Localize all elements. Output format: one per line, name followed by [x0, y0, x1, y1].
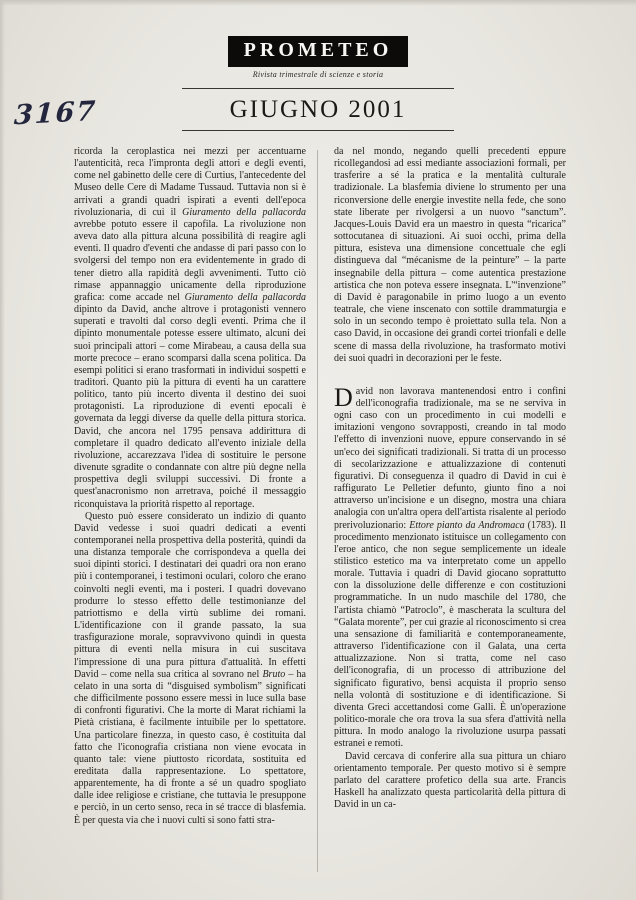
masthead-title: PROMETEO — [228, 36, 409, 67]
issue-title: GIUGNO 2001 — [229, 96, 407, 123]
body-text: avrebbe potuto essere il capofila. La rivoluzione non aveva dato alla pittura alcuna possibilità di reagire agli eventi. Il quadro d'eventi che andasse di pari passo con lo svolgersi del tempo non era evidentemente in grado di tener dietro alla rapidità degli avvenimenti. Tutto ciò rimase appannaggio unicamente della riproduzione grafica: come accade nel — [74, 218, 306, 303]
body-text: ricorda la ceroplastica nei mezzi per accentuarne l'autenticità, reca l'impronta degli attori e degli eventi, come nel gabinetto delle cere di Curtius, l'antecedente del Museo delle Cere di Madame Tussaud. Tuttavia non si è arrivati a grandi quadri ispirati a eventi dell'epoca rivoluzionaria, di cui il — [74, 146, 306, 218]
body-text: Questo può essere considerato un indizio di quanto David vedesse i suoi quadri dedicati a eventi contemporanei nella prospettiva della posterità, quindi da una distanza temporale che corrispondeva a quella dei suoi dipinti storici. I destinatari dei quadri ora non erano più i contemporanei, i testimoni oculari, coloro che erano coinvolti negli eventi, ma i posteri. I quadri dovevano produrre lo stesso effetto delle testimonianze del patriottismo e della virtù sublime dei romani. L'identificazione con il grande passato, la sua trasfigurazione morale, sopravvivono quindi in questa pittura di eventi nella misura in cui suscitava l'impressione di una pura pittura d'attualità. In effetti David – come nella sua critica al sovrano nel — [74, 510, 306, 680]
body-text: avid non lavorava mantenendosi entro i confini dell'iconografia tradizionale, ma se ne serviva in ogni caso con un procedimento in cui modelli e imitazioni vengono sovrapposti, creando in tal modo l'effetto di invenzioni nuove, eppure conservando in sé un'eco dei significati tradizionali. Si tratta di un processo di secolarizzazione e attualizzazione di contenuti figurativi. Di conseguenza il quadro di David in cui è raffigurato Le Pelletier defunto, giunto fino a noi attraverso un'incisione e un disegno, mostra una chiara analogia con un'altra opera dell'artista risalente al periodo prerivoluzionario: — [334, 385, 566, 531]
body-text: da nel mondo, negando quelli precedenti eppure ricollegandosi ad essi mediante associazioni formali, per trasferire a sé la pratica e la mentalità culturale tradizionale. La blasfemia diviene lo strumento per una riconversione delle energie investite nella fede, che sono state liberate per rivolgersi a un nuovo “sanctum”. Jacques-Louis David era un maestro in questa “ricarica” sottocutanea di situazioni. Ai suoi occhi, prima della pittura, esisteva una dimensione concettuale che egli distingueva dal “mécanisme de la peinture” – la parte insegnabile della pittura – come autentica prestazione artistica che non poteva essere insegnata. L'“invenzione” di David è paragonabile in primo luogo a un evento teatrale, che viene inscenato con sottile drammaturgia e solo in un secondo tempo è proiettato sulla tela. Non a caso David, in occasione dei grandi cortei trionfali e delle scene di massa della rivoluzione, ha trasformato motivi dei suoi quadri in decorazioni per le feste. — [334, 146, 566, 364]
handwritten-number: 3167 — [13, 95, 98, 132]
body-text: (1783). Il procedimento menzionato istituisce un collegamento con l'eroe antico, che non segue semplicemente un ideale stilistico estetico ma va interpretato come un appello morale. Tuttavia i quadri di David giocano soprattutto con la dissoluzione delle differenze e con costituzioni programmatiche. In un nudo maschile del 1780, che l'artista chiamò “Patroclo”, è mascherata la scultura del “Galata morente”, per cui grazie al riconoscimento si crea una sensazione di familiarità e contemporaneamente, attraverso l'identificazione con il Galata, una certa attualizzazione. Non si tratta, come nel caso dell'iconografia, di un processo di attribuzione del significato figurativo, bensì acquista il proprio senso nella volontà di sostituzione e di identificazione. Si diventa Greci accettandosi come Galli. È un'operazione politico-morale che ora trova la sua sfera d'attività nella pittura. In modo analogo la rivoluzione usurpa passati estranei e remoti. — [334, 519, 566, 750]
header-rule-top — [182, 88, 454, 89]
body-text: David cercava di conferire alla sua pittura un chiaro orientamento temporale. Per questo motivo si è sempre parlato del carattere profetico della sua arte. Francis Haskell ha analizzato questa particolarità della pittura di David in un ca- — [334, 750, 566, 811]
body-text: dipinto da David, anche altrove i protagonisti vennero superati e travolti dal corso degli eventi. Prima che il dipinto monumentale potesse essere ultimato, alcuni dei suoi principali attori – come Mirabeau, a causa della sua morte precoce – erano scomparsi dalla scena politica. Da esempi politici si erano trasformati in individui sospetti e traditori. Quanto più la pittura di eventi ha un carattere politico, tanto più incerto diventa il destino dei suoi protagonisti. La riproduzione di eventi epocali è governata da leggi diverse da quelle della pittura storica. David, che ancora nel 1795 pensava addirittura di completare il quadro dedicato all'evento iniziale della rivoluzione, accarezzava l'idea di sostituire le persone divenute sgradite o condannate con altre più degne nella prospettiva degli sviluppi successivi. Di fronte a quest'anacronismo non arretrava, poiché il messaggio riconquistava la priorità rispetto al reportage. — [74, 304, 306, 510]
dropcap-initial: D — [334, 382, 353, 412]
italic-text: Bruto — [262, 668, 286, 680]
paragraph — [334, 382, 566, 751]
scan-edge-left — [0, 0, 5, 900]
paragraph — [334, 751, 566, 812]
italic-text: Giuramento della pallacorda — [184, 291, 306, 303]
italic-text: Ettore pianto da Andromaca — [409, 519, 525, 531]
article-body — [74, 146, 566, 878]
italic-text: Giuramento della pallacorda — [182, 206, 307, 218]
masthead-subtitle: Rivista trimestrale di scienze e storia — [252, 70, 384, 79]
scan-edge-top — [0, 0, 636, 6]
right-column — [334, 146, 566, 878]
left-column — [74, 146, 306, 878]
paragraph — [334, 146, 566, 365]
paragraph — [74, 146, 306, 511]
body-text: – ha celato in una sorta di “disguised symbolism” significati che difficilmente possono essere messi in luce sulla base di confronti figurativi. Che la morte di Marat richiami la Pietà cristiana, è facilmente intuibile per lo spettatore. Una particolare finezza, in questo caso, è costituita dal fatto che l'iconografia cristiana non viene evocata in quanto tale: viene piuttosto ricordata, sostituita ed ereditata dalla rappresentazione. Lo spettatore, apparentemente, ha di fronte a sé un quadro spogliato dalle idee religiose e cristiane, che tuttavia le presuppone e perciò, in un certo senso, reca in sé tracce di blasfemia. È per questa via che i nuovi culti si sono fatti stra- — [74, 668, 306, 826]
journal-header — [168, 36, 468, 131]
header-rule-bottom — [182, 130, 454, 131]
paragraph — [74, 511, 306, 827]
